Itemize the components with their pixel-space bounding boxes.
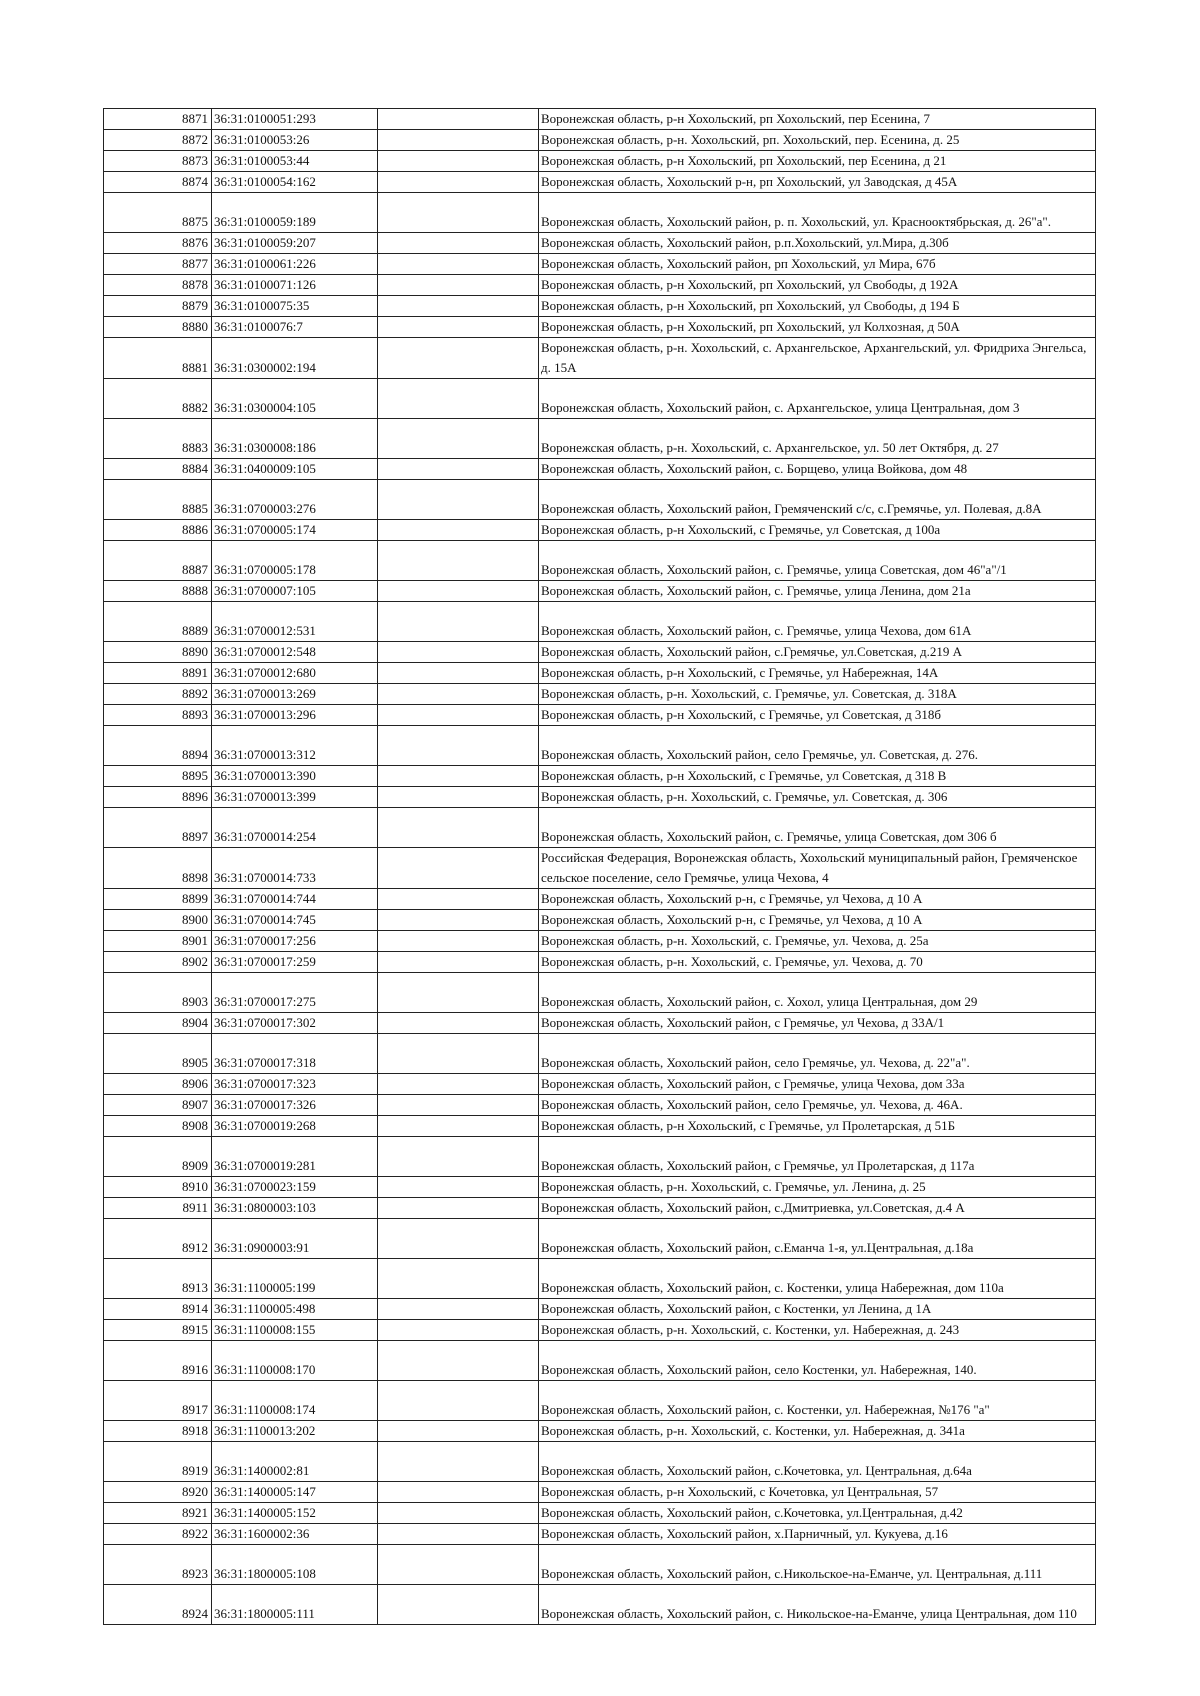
row-number: 8880 bbox=[104, 317, 212, 338]
cadastral-table bbox=[103, 108, 1096, 1625]
address: Воронежская область, Хохольский район, село Гремячье, ул. Советская, д. 276. bbox=[539, 726, 1096, 766]
address: Воронежская область, Хохольский район, с. Гремячье, улица Советская, дом 306 б bbox=[539, 808, 1096, 848]
table-row bbox=[104, 787, 1096, 808]
address: Воронежская область, Хохольский район, с.Дмитриевка, ул.Советская, д.4 А bbox=[539, 1198, 1096, 1219]
empty-cell bbox=[378, 130, 539, 151]
table-row bbox=[104, 1177, 1096, 1198]
cadastral-number: 36:31:0700019:268 bbox=[212, 1116, 378, 1137]
row-number: 8899 bbox=[104, 889, 212, 910]
address: Воронежская область, Хохольский район, село Гремячье, ул. Чехова, д. 46А. bbox=[539, 1095, 1096, 1116]
empty-cell bbox=[378, 1177, 539, 1198]
row-number: 8923 bbox=[104, 1545, 212, 1585]
empty-cell bbox=[378, 684, 539, 705]
table-row bbox=[104, 889, 1096, 910]
address: Воронежская область, р-н. Хохольский, с. Гремячье, ул. Ленина, д. 25 bbox=[539, 1177, 1096, 1198]
empty-cell bbox=[378, 973, 539, 1013]
table-row bbox=[104, 726, 1096, 766]
address: Воронежская область, р-н Хохольский, рп Хохольский, пер Есенина, 7 bbox=[539, 109, 1096, 130]
table-row bbox=[104, 1116, 1096, 1137]
row-number: 8885 bbox=[104, 480, 212, 520]
cadastral-number: 36:31:0700019:281 bbox=[212, 1137, 378, 1177]
empty-cell bbox=[378, 1299, 539, 1320]
cadastral-number: 36:31:0300008:186 bbox=[212, 419, 378, 459]
address: Воронежская область, р-н. Хохольский, с. Гремячье, ул. Чехова, д. 70 bbox=[539, 952, 1096, 973]
address: Воронежская область, р-н Хохольский, с Кочетовка, ул Центральная, 57 bbox=[539, 1482, 1096, 1503]
row-number: 8882 bbox=[104, 379, 212, 419]
empty-cell bbox=[378, 1545, 539, 1585]
table-body bbox=[104, 109, 1096, 1625]
table-row bbox=[104, 1198, 1096, 1219]
row-number: 8901 bbox=[104, 931, 212, 952]
cadastral-number: 36:31:1400005:152 bbox=[212, 1503, 378, 1524]
table-row bbox=[104, 1095, 1096, 1116]
cadastral-number: 36:31:0700017:318 bbox=[212, 1034, 378, 1074]
cadastral-number: 36:31:0700017:259 bbox=[212, 952, 378, 973]
cadastral-number: 36:31:0700017:323 bbox=[212, 1074, 378, 1095]
address: Воронежская область, р-н. Хохольский, с. Гремячье, ул. Чехова, д. 25а bbox=[539, 931, 1096, 952]
row-number: 8900 bbox=[104, 910, 212, 931]
table-row bbox=[104, 581, 1096, 602]
empty-cell bbox=[378, 766, 539, 787]
empty-cell bbox=[378, 848, 539, 889]
empty-cell bbox=[378, 233, 539, 254]
table-row bbox=[104, 541, 1096, 581]
address: Воронежская область, Хохольский район, с. Гремячье, улица Ленина, дом 21а bbox=[539, 581, 1096, 602]
row-number: 8906 bbox=[104, 1074, 212, 1095]
address: Воронежская область, Хохольский район, р. п. Хохольский, ул. Краснооктябрьская, д. 26"а". bbox=[539, 193, 1096, 233]
empty-cell bbox=[378, 459, 539, 480]
address: Воронежская область, Хохольский район, рп Хохольский, ул Мира, 67б bbox=[539, 254, 1096, 275]
address: Воронежская область, Хохольский район, с. Архангельское, улица Центральная, дом 3 bbox=[539, 379, 1096, 419]
empty-cell bbox=[378, 581, 539, 602]
cadastral-number: 36:31:0700013:269 bbox=[212, 684, 378, 705]
empty-cell bbox=[378, 726, 539, 766]
cadastral-number: 36:31:1100013:202 bbox=[212, 1421, 378, 1442]
table-row bbox=[104, 684, 1096, 705]
table-row bbox=[104, 296, 1096, 317]
empty-cell bbox=[378, 808, 539, 848]
address: Воронежская область, Хохольский район, с. Борщево, улица Войкова, дом 48 bbox=[539, 459, 1096, 480]
row-number: 8913 bbox=[104, 1259, 212, 1299]
row-number: 8919 bbox=[104, 1442, 212, 1482]
table-row bbox=[104, 338, 1096, 379]
cadastral-number: 36:31:0700013:390 bbox=[212, 766, 378, 787]
row-number: 8891 bbox=[104, 663, 212, 684]
row-number: 8875 bbox=[104, 193, 212, 233]
cadastral-number: 36:31:0700017:302 bbox=[212, 1013, 378, 1034]
empty-cell bbox=[378, 172, 539, 193]
cadastral-number: 36:31:0700013:399 bbox=[212, 787, 378, 808]
cadastral-number: 36:31:1100008:155 bbox=[212, 1320, 378, 1341]
table-row bbox=[104, 1013, 1096, 1034]
table-row bbox=[104, 1259, 1096, 1299]
cadastral-number: 36:31:0800003:103 bbox=[212, 1198, 378, 1219]
cadastral-number: 36:31:0700017:256 bbox=[212, 931, 378, 952]
address: Воронежская область, р-н. Хохольский, с. Гремячье, ул. Советская, д. 306 bbox=[539, 787, 1096, 808]
row-number: 8886 bbox=[104, 520, 212, 541]
table-row bbox=[104, 1421, 1096, 1442]
row-number: 8904 bbox=[104, 1013, 212, 1034]
table-row bbox=[104, 602, 1096, 642]
address: Воронежская область, р-н. Хохольский, с. Костенки, ул. Набережная, д. 243 bbox=[539, 1320, 1096, 1341]
table-row bbox=[104, 1299, 1096, 1320]
empty-cell bbox=[378, 787, 539, 808]
table-row bbox=[104, 1442, 1096, 1482]
table-row bbox=[104, 705, 1096, 726]
empty-cell bbox=[378, 1219, 539, 1259]
cadastral-number: 36:31:0700014:744 bbox=[212, 889, 378, 910]
empty-cell bbox=[378, 889, 539, 910]
cadastral-number: 36:31:0700014:733 bbox=[212, 848, 378, 889]
empty-cell bbox=[378, 910, 539, 931]
row-number: 8924 bbox=[104, 1585, 212, 1625]
row-number: 8888 bbox=[104, 581, 212, 602]
address: Воронежская область, Хохольский р-н, с Гремячье, ул Чехова, д 10 А bbox=[539, 889, 1096, 910]
empty-cell bbox=[378, 1503, 539, 1524]
row-number: 8894 bbox=[104, 726, 212, 766]
cadastral-number: 36:31:1600002:36 bbox=[212, 1524, 378, 1545]
empty-cell bbox=[378, 1442, 539, 1482]
cadastral-number: 36:31:0700014:745 bbox=[212, 910, 378, 931]
address: Воронежская область, р-н. Хохольский, с. Архангельское, Архангельский, ул. Фридриха Энгельса, д. 15А bbox=[539, 338, 1096, 379]
cadastral-number: 36:31:1400002:81 bbox=[212, 1442, 378, 1482]
table-row bbox=[104, 459, 1096, 480]
address: Воронежская область, Хохольский район, Гремяченский с/с, с.Гремячье, ул. Полевая, д.8А bbox=[539, 480, 1096, 520]
cadastral-number: 36:31:0700017:275 bbox=[212, 973, 378, 1013]
cadastral-number: 36:31:0300002:194 bbox=[212, 338, 378, 379]
cadastral-number: 36:31:0100059:207 bbox=[212, 233, 378, 254]
row-number: 8920 bbox=[104, 1482, 212, 1503]
table-row bbox=[104, 480, 1096, 520]
address: Воронежская область, р-н. Хохольский, с. Архангельское, ул. 50 лет Октября, д. 27 bbox=[539, 419, 1096, 459]
row-number: 8877 bbox=[104, 254, 212, 275]
address: Воронежская область, р-н Хохольский, с Гремячье, ул Советская, д 318 В bbox=[539, 766, 1096, 787]
row-number: 8884 bbox=[104, 459, 212, 480]
address: Воронежская область, Хохольский р-н, с Гремячье, ул Чехова, д 10 А bbox=[539, 910, 1096, 931]
address: Воронежская область, Хохольский район, с. Никольское-на-Еманче, улица Центральная, дом 110 bbox=[539, 1585, 1096, 1625]
table-row bbox=[104, 109, 1096, 130]
row-number: 8912 bbox=[104, 1219, 212, 1259]
table-row bbox=[104, 275, 1096, 296]
cadastral-number: 36:31:0700012:680 bbox=[212, 663, 378, 684]
row-number: 8871 bbox=[104, 109, 212, 130]
empty-cell bbox=[378, 1116, 539, 1137]
cadastral-number: 36:31:0700013:312 bbox=[212, 726, 378, 766]
table-row bbox=[104, 1381, 1096, 1421]
empty-cell bbox=[378, 642, 539, 663]
table-row bbox=[104, 1341, 1096, 1381]
row-number: 8881 bbox=[104, 338, 212, 379]
table-row bbox=[104, 1524, 1096, 1545]
row-number: 8905 bbox=[104, 1034, 212, 1074]
table-row bbox=[104, 1074, 1096, 1095]
empty-cell bbox=[378, 317, 539, 338]
table-row bbox=[104, 766, 1096, 787]
empty-cell bbox=[378, 541, 539, 581]
cadastral-number: 36:31:0100075:35 bbox=[212, 296, 378, 317]
cadastral-number: 36:31:0100051:293 bbox=[212, 109, 378, 130]
row-number: 8915 bbox=[104, 1320, 212, 1341]
address: Воронежская область, р-н. Хохольский, рп. Хохольский, пер. Есенина, д. 25 bbox=[539, 130, 1096, 151]
row-number: 8922 bbox=[104, 1524, 212, 1545]
address: Воронежская область, р-н Хохольский, рп Хохольский, ул Колхозная, д 50А bbox=[539, 317, 1096, 338]
empty-cell bbox=[378, 1259, 539, 1299]
cadastral-number: 36:31:0100053:26 bbox=[212, 130, 378, 151]
row-number: 8872 bbox=[104, 130, 212, 151]
empty-cell bbox=[378, 1482, 539, 1503]
table-row bbox=[104, 317, 1096, 338]
row-number: 8921 bbox=[104, 1503, 212, 1524]
address: Воронежская область, Хохольский район, с Гремячье, ул Чехова, д 33А/1 bbox=[539, 1013, 1096, 1034]
cadastral-number: 36:31:1100008:170 bbox=[212, 1341, 378, 1381]
address: Российская Федерация, Воронежская область, Хохольский муниципальный район, Гремяченское сельское поселение, село Гремячье, улица Чехова, 4 bbox=[539, 848, 1096, 889]
row-number: 8911 bbox=[104, 1198, 212, 1219]
table-row bbox=[104, 973, 1096, 1013]
cadastral-number: 36:31:0700003:276 bbox=[212, 480, 378, 520]
table-row bbox=[104, 1320, 1096, 1341]
table-row bbox=[104, 1503, 1096, 1524]
cadastral-number: 36:31:0100061:226 bbox=[212, 254, 378, 275]
address: Воронежская область, Хохольский район, с. Костенки, улица Набережная, дом 110а bbox=[539, 1259, 1096, 1299]
address: Воронежская область, Хохольский район, с Гремячье, ул Пролетарская, д 117а bbox=[539, 1137, 1096, 1177]
address: Воронежская область, Хохольский район, с. Гремячье, улица Чехова, дом 61А bbox=[539, 602, 1096, 642]
table-row bbox=[104, 952, 1096, 973]
address: Воронежская область, Хохольский район, с.Еманча 1-я, ул.Центральная, д.18а bbox=[539, 1219, 1096, 1259]
address: Воронежская область, Хохольский район, с.Кочетовка, ул.Центральная, д.42 bbox=[539, 1503, 1096, 1524]
address: Воронежская область, Хохольский район, село Гремячье, ул. Чехова, д. 22"а". bbox=[539, 1034, 1096, 1074]
empty-cell bbox=[378, 1074, 539, 1095]
address: Воронежская область, р-н Хохольский, с Гремячье, ул Пролетарская, д 51Б bbox=[539, 1116, 1096, 1137]
empty-cell bbox=[378, 705, 539, 726]
table-row bbox=[104, 130, 1096, 151]
address: Воронежская область, Хохольский район, с. Гремячье, улица Советская, дом 46"а"/1 bbox=[539, 541, 1096, 581]
row-number: 8914 bbox=[104, 1299, 212, 1320]
empty-cell bbox=[378, 109, 539, 130]
empty-cell bbox=[378, 1034, 539, 1074]
empty-cell bbox=[378, 480, 539, 520]
address: Воронежская область, р-н Хохольский, рп Хохольский, ул Свободы, д 192А bbox=[539, 275, 1096, 296]
cadastral-number: 36:31:0700017:326 bbox=[212, 1095, 378, 1116]
cadastral-number: 36:31:0700005:174 bbox=[212, 520, 378, 541]
address: Воронежская область, р-н Хохольский, с Гремячье, ул Советская, д 318б bbox=[539, 705, 1096, 726]
table-row bbox=[104, 642, 1096, 663]
table-row bbox=[104, 520, 1096, 541]
table-row bbox=[104, 1585, 1096, 1625]
row-number: 8902 bbox=[104, 952, 212, 973]
cadastral-number: 36:31:0100053:44 bbox=[212, 151, 378, 172]
address: Воронежская область, Хохольский р-н, рп Хохольский, ул Заводская, д 45А bbox=[539, 172, 1096, 193]
empty-cell bbox=[378, 1341, 539, 1381]
empty-cell bbox=[378, 338, 539, 379]
empty-cell bbox=[378, 520, 539, 541]
row-number: 8883 bbox=[104, 419, 212, 459]
cadastral-number: 36:31:1800005:108 bbox=[212, 1545, 378, 1585]
empty-cell bbox=[378, 379, 539, 419]
table-row bbox=[104, 1545, 1096, 1585]
address: Воронежская область, Хохольский район, с.Кочетовка, ул. Центральная, д.64а bbox=[539, 1442, 1096, 1482]
cadastral-number: 36:31:1100005:498 bbox=[212, 1299, 378, 1320]
cadastral-number: 36:31:0700013:296 bbox=[212, 705, 378, 726]
table-row bbox=[104, 379, 1096, 419]
empty-cell bbox=[378, 931, 539, 952]
empty-cell bbox=[378, 1585, 539, 1625]
table-row bbox=[104, 419, 1096, 459]
table-row bbox=[104, 910, 1096, 931]
empty-cell bbox=[378, 275, 539, 296]
row-number: 8879 bbox=[104, 296, 212, 317]
row-number: 8898 bbox=[104, 848, 212, 889]
table-row bbox=[104, 151, 1096, 172]
row-number: 8916 bbox=[104, 1341, 212, 1381]
cadastral-number: 36:31:1800005:111 bbox=[212, 1585, 378, 1625]
table-row bbox=[104, 172, 1096, 193]
row-number: 8910 bbox=[104, 1177, 212, 1198]
table-row bbox=[104, 1137, 1096, 1177]
row-number: 8876 bbox=[104, 233, 212, 254]
row-number: 8895 bbox=[104, 766, 212, 787]
empty-cell bbox=[378, 193, 539, 233]
empty-cell bbox=[378, 1198, 539, 1219]
row-number: 8889 bbox=[104, 602, 212, 642]
cadastral-number: 36:31:0400009:105 bbox=[212, 459, 378, 480]
row-number: 8896 bbox=[104, 787, 212, 808]
cadastral-number: 36:31:0100059:189 bbox=[212, 193, 378, 233]
empty-cell bbox=[378, 296, 539, 317]
row-number: 8918 bbox=[104, 1421, 212, 1442]
empty-cell bbox=[378, 254, 539, 275]
cadastral-number: 36:31:0100071:126 bbox=[212, 275, 378, 296]
address: Воронежская область, р-н Хохольский, с Гремячье, ул Набережная, 14А bbox=[539, 663, 1096, 684]
address: Воронежская область, Хохольский район, р.п.Хохольский, ул.Мира, д.30б bbox=[539, 233, 1096, 254]
row-number: 8892 bbox=[104, 684, 212, 705]
cadastral-number: 36:31:0700007:105 bbox=[212, 581, 378, 602]
table-row bbox=[104, 233, 1096, 254]
cadastral-number: 36:31:0100054:162 bbox=[212, 172, 378, 193]
cadastral-number: 36:31:1400005:147 bbox=[212, 1482, 378, 1503]
table-row bbox=[104, 848, 1096, 889]
row-number: 8878 bbox=[104, 275, 212, 296]
cadastral-number: 36:31:0100076:7 bbox=[212, 317, 378, 338]
table-row bbox=[104, 254, 1096, 275]
row-number: 8890 bbox=[104, 642, 212, 663]
address: Воронежская область, р-н. Хохольский, с. Гремячье, ул. Советская, д. 318А bbox=[539, 684, 1096, 705]
address: Воронежская область, Хохольский район, с Костенки, ул Ленина, д 1А bbox=[539, 1299, 1096, 1320]
empty-cell bbox=[378, 1137, 539, 1177]
cadastral-number: 36:31:0700012:548 bbox=[212, 642, 378, 663]
row-number: 8893 bbox=[104, 705, 212, 726]
cadastral-number: 36:31:0700023:159 bbox=[212, 1177, 378, 1198]
empty-cell bbox=[378, 1013, 539, 1034]
empty-cell bbox=[378, 1381, 539, 1421]
address: Воронежская область, р-н Хохольский, рп Хохольский, ул Свободы, д 194 Б bbox=[539, 296, 1096, 317]
address: Воронежская область, р-н Хохольский, рп Хохольский, пер Есенина, д 21 bbox=[539, 151, 1096, 172]
table-row bbox=[104, 663, 1096, 684]
address: Воронежская область, р-н Хохольский, с Гремячье, ул Советская, д 100а bbox=[539, 520, 1096, 541]
empty-cell bbox=[378, 1320, 539, 1341]
table-row bbox=[104, 931, 1096, 952]
address: Воронежская область, Хохольский район, х.Парничный, ул. Кукуева, д.16 bbox=[539, 1524, 1096, 1545]
address: Воронежская область, Хохольский район, с.Никольское-на-Еманче, ул. Центральная, д.111 bbox=[539, 1545, 1096, 1585]
cadastral-number: 36:31:0700014:254 bbox=[212, 808, 378, 848]
table-row bbox=[104, 808, 1096, 848]
cadastral-number: 36:31:0700012:531 bbox=[212, 602, 378, 642]
row-number: 8907 bbox=[104, 1095, 212, 1116]
empty-cell bbox=[378, 602, 539, 642]
empty-cell bbox=[378, 151, 539, 172]
table-row bbox=[104, 1034, 1096, 1074]
row-number: 8874 bbox=[104, 172, 212, 193]
row-number: 8909 bbox=[104, 1137, 212, 1177]
address: Воронежская область, Хохольский район, с.Гремячье, ул.Советская, д.219 А bbox=[539, 642, 1096, 663]
cadastral-number: 36:31:0900003:91 bbox=[212, 1219, 378, 1259]
empty-cell bbox=[378, 1524, 539, 1545]
row-number: 8887 bbox=[104, 541, 212, 581]
cadastral-number: 36:31:0300004:105 bbox=[212, 379, 378, 419]
table-row bbox=[104, 1482, 1096, 1503]
table-row bbox=[104, 1219, 1096, 1259]
cadastral-number: 36:31:0700005:178 bbox=[212, 541, 378, 581]
row-number: 8897 bbox=[104, 808, 212, 848]
empty-cell bbox=[378, 419, 539, 459]
empty-cell bbox=[378, 663, 539, 684]
address: Воронежская область, Хохольский район, с. Костенки, ул. Набережная, №176 "а" bbox=[539, 1381, 1096, 1421]
row-number: 8873 bbox=[104, 151, 212, 172]
row-number: 8903 bbox=[104, 973, 212, 1013]
table-row bbox=[104, 193, 1096, 233]
cadastral-number: 36:31:1100005:199 bbox=[212, 1259, 378, 1299]
address: Воронежская область, Хохольский район, с Гремячье, улица Чехова, дом 33а bbox=[539, 1074, 1096, 1095]
address: Воронежская область, Хохольский район, с. Хохол, улица Центральная, дом 29 bbox=[539, 973, 1096, 1013]
row-number: 8917 bbox=[104, 1381, 212, 1421]
row-number: 8908 bbox=[104, 1116, 212, 1137]
cadastral-number: 36:31:1100008:174 bbox=[212, 1381, 378, 1421]
empty-cell bbox=[378, 1421, 539, 1442]
address: Воронежская область, Хохольский район, село Костенки, ул. Набережная, 140. bbox=[539, 1341, 1096, 1381]
address: Воронежская область, р-н. Хохольский, с. Костенки, ул. Набережная, д. 341а bbox=[539, 1421, 1096, 1442]
empty-cell bbox=[378, 1095, 539, 1116]
empty-cell bbox=[378, 952, 539, 973]
